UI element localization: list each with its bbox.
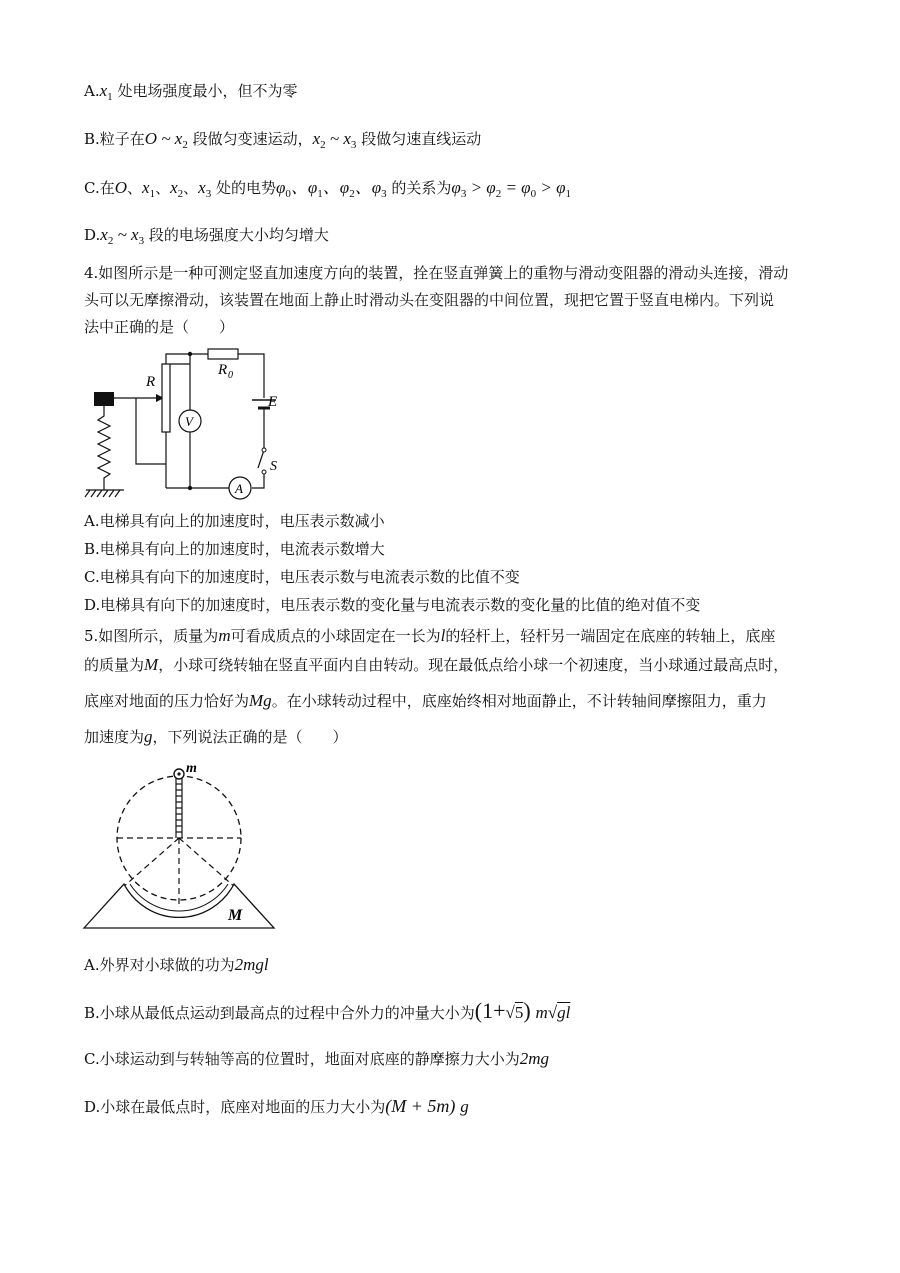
q5-stem-line-2: 的质量为M，小球可绕转轴在竖直平面内自由转动。现在最低点给小球一个初速度，当小球通过最高点时， — [84, 655, 789, 674]
rheostat-icon — [162, 364, 170, 432]
q5-option-c: C.小球运动到与转轴等高的位置时，地面对底座的静摩擦力大小为2mg — [84, 1049, 549, 1068]
q4-option-b: B.电梯具有向上的加速度时，电流表示数增大 — [84, 540, 385, 558]
label-s: S — [270, 459, 277, 474]
q5-stem-line-3: 底座对地面的压力恰好为Mg。在小球转动过程中，底座始终相对地面静止，不计转轴间摩擦阻力，重力 — [84, 691, 767, 710]
spring-icon — [98, 406, 110, 490]
q5-stem-line-1: 5.如图所示，质量为m可看成质点的小球固定在一长为l的轻杆上，轻杆另一端固定在底座的转轴上，底座 — [84, 626, 776, 645]
rod-icon — [176, 778, 182, 838]
math-potential-relation: $\varphi_3 > \varphi_2 = \varphi_0 > \varphi_1$ — [451, 178, 571, 200]
math-range-o-x2: O ~ $x_2$ — [144, 129, 188, 151]
label-e: E — [268, 394, 278, 410]
resistor-r0-icon — [208, 349, 238, 359]
svg-text:A: A — [235, 481, 243, 496]
label-m: m — [186, 761, 197, 776]
math-range-x2-x3: $x_2$ ~ $x_3$ — [312, 129, 357, 151]
switch-icon — [258, 450, 264, 468]
ground-icon — [85, 490, 124, 497]
q4-stem-line-1: 4.如图所示是一种可测定竖直加速度方向的装置，拴在竖直弹簧上的重物与滑动变阻器的滑动头连接，滑动 — [84, 264, 789, 282]
label-big-m: M — [228, 907, 243, 924]
q4-option-c: C.电梯具有向下的加速度时，电压表示数与电流表示数的比值不变 — [84, 568, 520, 586]
q5-option-b: B.小球从最低点运动到最高点的过程中合外力的冲量大小为(1+√5) m√gl — [84, 998, 571, 1023]
q4-option-d: D.电梯具有向下的加速度时，电压表示数的变化量与电流表示数的变化量的比值的绝对值不变 — [84, 596, 701, 614]
label-r0: R — [218, 362, 228, 378]
q4-stem-line-3: 法中正确的是（ ） — [84, 318, 235, 336]
q5-rotating-ball-figure — [82, 758, 282, 938]
q4-circuit-figure — [84, 340, 324, 500]
svg-text:0: 0 — [228, 370, 233, 381]
q5-stem-line-4: 加速度为g，下列说法正确的是（ ） — [84, 727, 348, 746]
q3-option-c: C.在O、$x_1$、$x_2$、$x_3$ 处的电势$\varphi_0$、$\varphi_1$、$\varphi_2$、$\varphi_3$ 的关系为$\varphi_3 > \varphi_2 = \varphi_0 > \varphi_1$ — [84, 178, 571, 200]
label-r: R — [146, 374, 156, 390]
q5-option-d: D.小球在最低点时，底座对地面的压力大小为(M + 5m) g — [84, 1096, 469, 1116]
q3-option-d: $D.x_2$ ~ $x_3$ 段的电场强度大小均匀增大 — [84, 225, 329, 247]
math-potentials: $\varphi_0$、$\varphi_1$、$\varphi_2$、$\varphi_3$ — [275, 178, 387, 200]
q3-option-a: $A.x_1$ 处电场强度最小，但不为零 — [84, 81, 298, 103]
q4-stem-line-2: 头可以无摩擦滑动，该装置在地面上静止时滑动头在变阻器的中间位置，现把它置于竖直电梯内。下列说 — [84, 291, 775, 309]
q5-option-a: A.外界对小球做的功为2mgl — [84, 955, 269, 974]
q3-option-b: B.粒子在O ~ $x_2$ 段做匀变速运动，$x_2$ ~ $x_3$ 段做匀速直线运动 — [84, 129, 482, 151]
math-x1: $x_1$ — [99, 81, 113, 103]
weight-block-icon — [94, 392, 114, 406]
q4-option-a: A.电梯具有向上的加速度时，电压表示数减小 — [84, 512, 385, 530]
svg-text:V: V — [185, 414, 193, 429]
